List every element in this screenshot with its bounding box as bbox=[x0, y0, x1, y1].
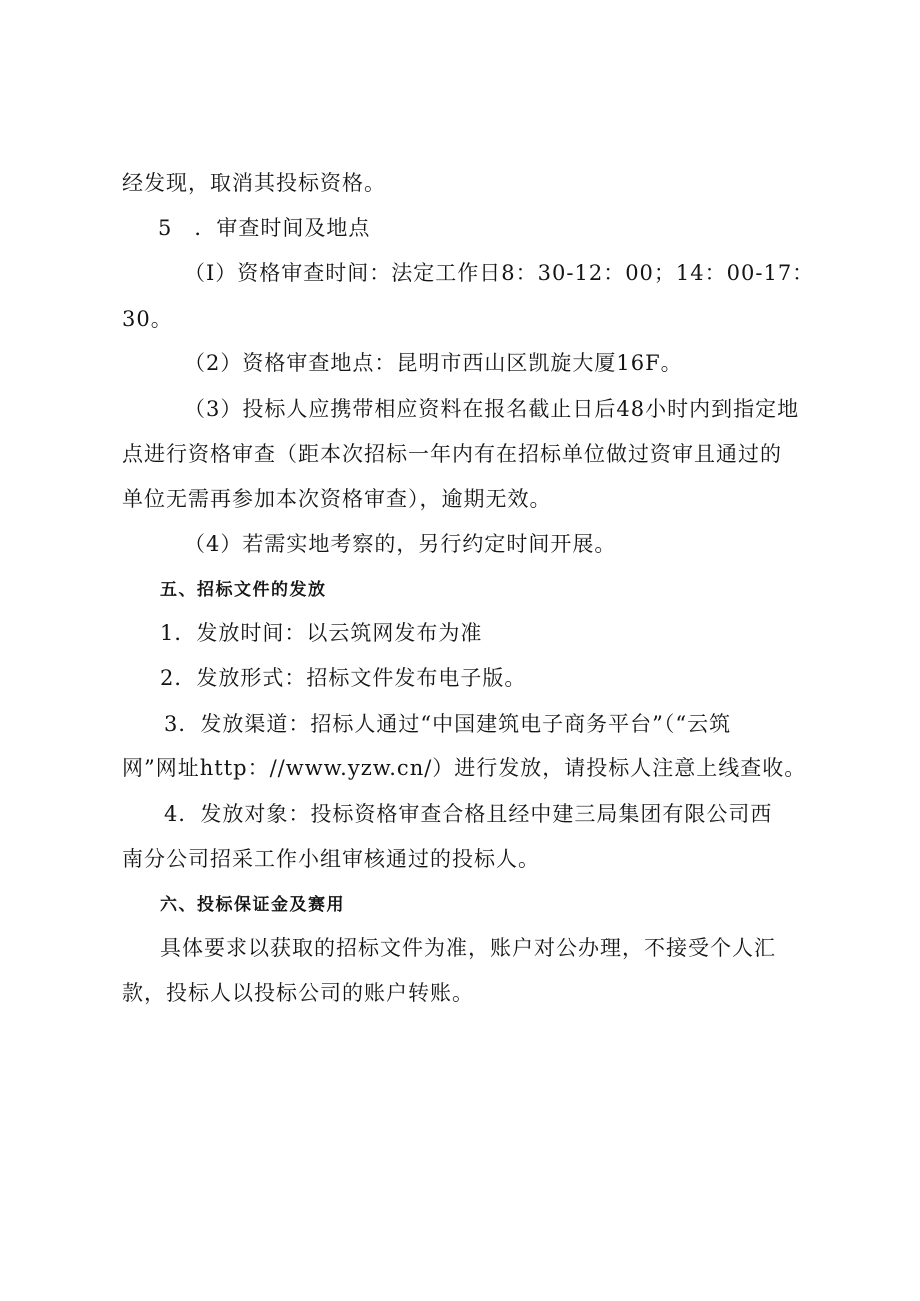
release-target-line-1: 4．发放对象：投标资格审查合格且经中建三局集团有限公司西 bbox=[164, 802, 773, 826]
review-requirement-line-3: 单位无需再参加本次资格审查），逾期无效。 bbox=[122, 487, 552, 511]
release-target-line-2: 南分公司招采工作小组审核通过的投标人。 bbox=[122, 847, 540, 871]
review-location-line: （2）资格审查地点：昆明市西山区凯旋大厦16F。 bbox=[184, 351, 683, 375]
review-time-line: （I）资格审查时间：法定工作日8：30-12：00；14：00-17： bbox=[184, 261, 815, 285]
deposit-line-1: 具体要求以获取的招标文件为准，账户对公办理，不接受个人汇 bbox=[160, 936, 776, 960]
text-line-1: 经发现，取消其投标资格。 bbox=[122, 171, 386, 195]
review-requirement-line-2: 点进行资格审查（距本次招标一年内有在招标单位做过资审且通过的 bbox=[122, 442, 782, 466]
deposit-line-2: 款，投标人以投标公司的账户转账。 bbox=[122, 981, 474, 1005]
release-channel-line-2: 网”网址http：//www.yzw.cn/）进行发放，请投标人注意上线查收。 bbox=[122, 756, 807, 780]
release-channel-line-1: 3．发放渠道：招标人通过“中国建筑电子商务平台”（“云筑 bbox=[164, 712, 732, 736]
review-time-line-end: 30。 bbox=[122, 307, 173, 331]
review-requirement-line-1: （3）投标人应携带相应资料在报名截止日后48小时内到指定地 bbox=[184, 397, 800, 421]
section-5-heading: 5 ．审查时间及地点 bbox=[158, 216, 371, 240]
release-form-line: 2．发放形式：招标文件发布电子版。 bbox=[160, 666, 527, 690]
site-inspection-line: （4）若需实地考察的，另行约定时间开展。 bbox=[184, 532, 617, 556]
section-six-heading: 六、投标保证金及赛用 bbox=[160, 895, 345, 915]
section-five-heading: 五、招标文件的发放 bbox=[160, 580, 327, 600]
release-time-line: 1．发放时间：以云筑网发布为准 bbox=[160, 621, 483, 645]
